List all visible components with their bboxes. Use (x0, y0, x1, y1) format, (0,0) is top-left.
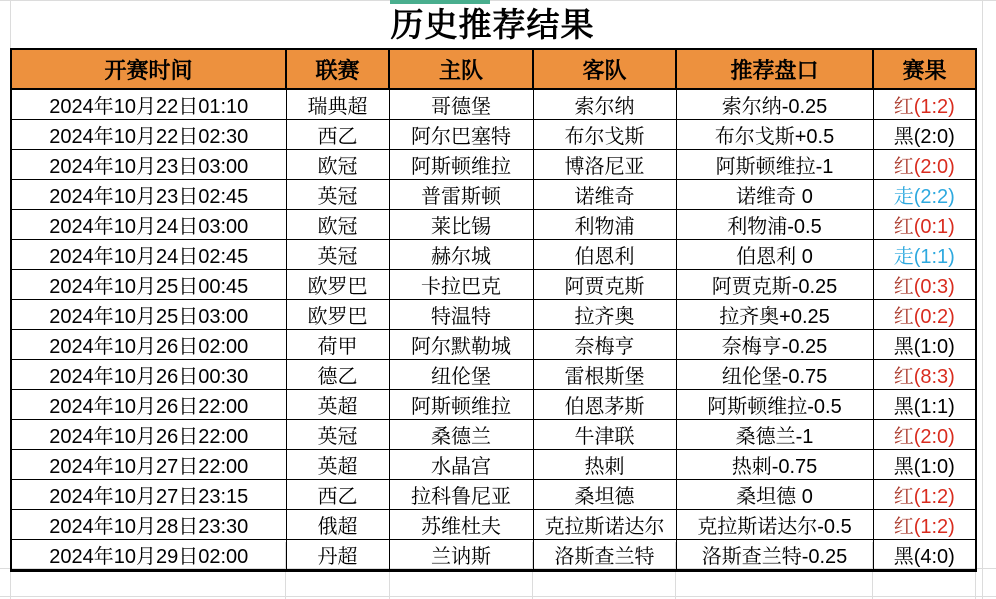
home-team-cell[interactable]: 兰讷斯 (389, 540, 533, 571)
away-team-cell[interactable]: 桑坦德 (533, 480, 676, 510)
result-cell[interactable] (873, 240, 976, 270)
result-flag: 黑 (893, 336, 914, 358)
home-team-cell[interactable]: 特温特 (389, 300, 533, 330)
kickoff-time-cell[interactable]: 2024年10月25日00:45 (11, 270, 286, 300)
home-team-cell[interactable]: 拉科鲁尼亚 (389, 480, 533, 510)
result-cell[interactable] (873, 540, 976, 571)
home-team-cell[interactable]: 阿斯顿维拉 (389, 390, 533, 420)
gridline (982, 0, 983, 599)
table-row (11, 120, 976, 150)
away-team-cell[interactable]: 伯恩利 (533, 240, 676, 270)
home-team-cell[interactable]: 普雷斯顿 (389, 180, 533, 210)
home-team-cell[interactable]: 阿斯顿维拉 (389, 150, 533, 180)
table-row (11, 510, 976, 540)
kickoff-time-cell[interactable]: 2024年10月24日03:00 (11, 210, 286, 240)
away-team-cell[interactable]: 索尔纳 (533, 89, 676, 120)
kickoff-time-cell[interactable]: 2024年10月27日22:00 (11, 450, 286, 480)
table-row (11, 420, 976, 450)
table-row (11, 390, 976, 420)
kickoff-time-cell[interactable]: 2024年10月27日23:15 (11, 480, 286, 510)
result-score: (1:2) (913, 96, 955, 118)
results-table (10, 48, 977, 572)
league-cell[interactable]: 英冠 (286, 180, 389, 210)
table-row (11, 180, 976, 210)
result-score: (2:2) (913, 186, 955, 208)
result-flag: 红 (893, 306, 914, 328)
kickoff-time-cell[interactable]: 2024年10月23日02:45 (11, 180, 286, 210)
table-row (11, 330, 976, 360)
col-header-kickoff-time[interactable]: 开赛时间 (11, 49, 286, 89)
handicap-cell[interactable]: 热刺-0.75 (676, 450, 873, 480)
handicap-cell[interactable]: 克拉斯诺达尔-0.5 (676, 510, 873, 540)
kickoff-time-cell[interactable]: 2024年10月25日03:00 (11, 300, 286, 330)
home-team-cell[interactable]: 卡拉巴克 (389, 270, 533, 300)
result-score: (2:0) (913, 156, 955, 178)
handicap-cell[interactable]: 奈梅亨-0.25 (676, 330, 873, 360)
result-score: (0:3) (913, 276, 955, 298)
away-team-cell[interactable]: 诺维奇 (533, 180, 676, 210)
kickoff-time-cell[interactable]: 2024年10月24日02:45 (11, 240, 286, 270)
result-flag: 红 (893, 366, 914, 388)
league-cell[interactable]: 欧冠 (286, 210, 389, 240)
header-row (11, 49, 976, 89)
result-cell[interactable] (873, 150, 976, 180)
handicap-cell[interactable]: 拉齐奥+0.25 (676, 300, 873, 330)
away-team-cell[interactable]: 热刺 (533, 450, 676, 480)
result-flag: 红 (893, 156, 914, 178)
kickoff-time-cell[interactable]: 2024年10月23日03:00 (11, 150, 286, 180)
away-team-cell[interactable]: 布尔戈斯 (533, 120, 676, 150)
home-team-cell[interactable]: 赫尔城 (389, 240, 533, 270)
result-score: (0:1) (913, 216, 955, 238)
league-cell[interactable]: 英超 (286, 390, 389, 420)
kickoff-time-cell[interactable]: 2024年10月26日00:30 (11, 360, 286, 390)
league-cell[interactable]: 西乙 (286, 480, 389, 510)
table-row (11, 240, 976, 270)
table-row (11, 480, 976, 510)
handicap-cell[interactable]: 阿斯顿维拉-0.5 (676, 390, 873, 420)
result-score: (0:2) (913, 306, 955, 328)
handicap-cell[interactable]: 桑德兰-1 (676, 420, 873, 450)
handicap-cell[interactable]: 布尔戈斯+0.5 (676, 120, 873, 150)
result-score: (1:2) (913, 516, 955, 538)
result-cell[interactable] (873, 210, 976, 240)
league-cell[interactable]: 西乙 (286, 120, 389, 150)
away-team-cell[interactable]: 利物浦 (533, 210, 676, 240)
league-cell[interactable]: 英超 (286, 450, 389, 480)
result-cell[interactable] (873, 120, 976, 150)
result-flag: 黑 (893, 126, 914, 148)
home-team-cell[interactable]: 纽伦堡 (389, 360, 533, 390)
away-team-cell[interactable]: 博洛尼亚 (533, 150, 676, 180)
result-flag: 红 (893, 276, 914, 298)
result-cell[interactable] (873, 480, 976, 510)
result-cell[interactable] (873, 89, 976, 120)
home-team-cell[interactable]: 桑德兰 (389, 420, 533, 450)
col-header-league[interactable]: 联赛 (286, 49, 389, 89)
result-score: (1:1) (913, 396, 955, 418)
table-row (11, 89, 976, 120)
col-header-result[interactable]: 赛果 (873, 49, 976, 89)
handicap-cell[interactable]: 索尔纳-0.25 (676, 89, 873, 120)
col-header-home-team[interactable]: 主队 (389, 49, 533, 89)
league-cell[interactable]: 英冠 (286, 420, 389, 450)
result-cell[interactable] (873, 510, 976, 540)
league-cell[interactable]: 欧罗巴 (286, 270, 389, 300)
league-cell[interactable]: 俄超 (286, 510, 389, 540)
league-cell[interactable]: 丹超 (286, 540, 389, 571)
kickoff-time-cell[interactable]: 2024年10月26日22:00 (11, 420, 286, 450)
home-team-cell[interactable]: 水晶宫 (389, 450, 533, 480)
table-row (11, 270, 976, 300)
result-score: (1:0) (913, 456, 955, 478)
handicap-cell[interactable]: 阿斯顿维拉-1 (676, 150, 873, 180)
handicap-cell[interactable]: 阿贾克斯-0.25 (676, 270, 873, 300)
table-row (11, 540, 976, 571)
gridline (0, 596, 996, 597)
result-score: (1:1) (913, 246, 955, 268)
away-team-cell[interactable]: 牛津联 (533, 420, 676, 450)
league-cell[interactable]: 荷甲 (286, 330, 389, 360)
result-cell[interactable] (873, 420, 976, 450)
kickoff-time-cell[interactable]: 2024年10月26日02:00 (11, 330, 286, 360)
result-cell[interactable] (873, 270, 976, 300)
result-score: (8:3) (913, 366, 955, 388)
result-flag: 红 (893, 96, 914, 118)
results-table-body (11, 89, 976, 571)
table-row (11, 150, 976, 180)
result-cell[interactable] (873, 300, 976, 330)
result-cell[interactable] (873, 330, 976, 360)
result-score: (4:0) (913, 546, 955, 568)
handicap-cell[interactable]: 纽伦堡-0.75 (676, 360, 873, 390)
kickoff-time-cell[interactable]: 2024年10月22日01:10 (11, 89, 286, 120)
league-cell[interactable]: 德乙 (286, 360, 389, 390)
col-header-away-team[interactable]: 客队 (533, 49, 676, 89)
away-team-cell[interactable]: 阿贾克斯 (533, 270, 676, 300)
result-cell[interactable] (873, 180, 976, 210)
result-cell[interactable] (873, 360, 976, 390)
table-row (11, 210, 976, 240)
away-team-cell[interactable]: 克拉斯诺达尔 (533, 510, 676, 540)
kickoff-time-cell[interactable]: 2024年10月28日23:30 (11, 510, 286, 540)
page-title[interactable]: 历史推荐结果 (390, 6, 595, 43)
result-flag: 红 (893, 516, 914, 538)
result-flag: 红 (893, 216, 914, 238)
col-header-recommended-handicap[interactable]: 推荐盘口 (676, 49, 873, 89)
away-team-cell[interactable]: 雷根斯堡 (533, 360, 676, 390)
result-flag: 黑 (893, 456, 914, 478)
result-flag: 走 (893, 246, 914, 268)
away-team-cell[interactable]: 奈梅亨 (533, 330, 676, 360)
league-cell[interactable]: 欧罗巴 (286, 300, 389, 330)
result-score: (2:0) (913, 426, 955, 448)
away-team-cell[interactable]: 洛斯查兰特 (533, 540, 676, 571)
result-score: (1:2) (913, 486, 955, 508)
away-team-cell[interactable]: 拉齐奥 (533, 300, 676, 330)
handicap-cell[interactable]: 洛斯查兰特-0.25 (676, 540, 873, 571)
handicap-cell[interactable]: 伯恩利 0 (676, 240, 873, 270)
table-row (11, 450, 976, 480)
handicap-cell[interactable]: 桑坦德 0 (676, 480, 873, 510)
table-row (11, 300, 976, 330)
home-team-cell[interactable]: 阿尔默勒城 (389, 330, 533, 360)
result-flag: 黑 (893, 546, 914, 568)
result-flag: 黑 (893, 396, 914, 418)
league-cell[interactable]: 欧冠 (286, 150, 389, 180)
home-team-cell[interactable]: 莱比锡 (389, 210, 533, 240)
kickoff-time-cell[interactable]: 2024年10月26日22:00 (11, 390, 286, 420)
result-score: (2:0) (913, 126, 955, 148)
handicap-cell[interactable]: 利物浦-0.5 (676, 210, 873, 240)
kickoff-time-cell[interactable]: 2024年10月29日02:00 (11, 540, 286, 571)
result-score: (1:0) (913, 336, 955, 358)
table-row (11, 360, 976, 390)
result-flag: 红 (893, 486, 914, 508)
gridline (0, 0, 996, 1)
kickoff-time-cell[interactable]: 2024年10月22日02:30 (11, 120, 286, 150)
home-team-cell[interactable]: 阿尔巴塞特 (389, 120, 533, 150)
home-team-cell[interactable]: 苏维杜夫 (389, 510, 533, 540)
result-flag: 红 (893, 426, 914, 448)
league-cell[interactable]: 瑞典超 (286, 89, 389, 120)
result-cell[interactable] (873, 390, 976, 420)
result-flag: 走 (893, 186, 914, 208)
handicap-cell[interactable]: 诺维奇 0 (676, 180, 873, 210)
home-team-cell[interactable]: 哥德堡 (389, 89, 533, 120)
league-cell[interactable]: 英冠 (286, 240, 389, 270)
away-team-cell[interactable]: 伯恩茅斯 (533, 390, 676, 420)
result-cell[interactable] (873, 450, 976, 480)
